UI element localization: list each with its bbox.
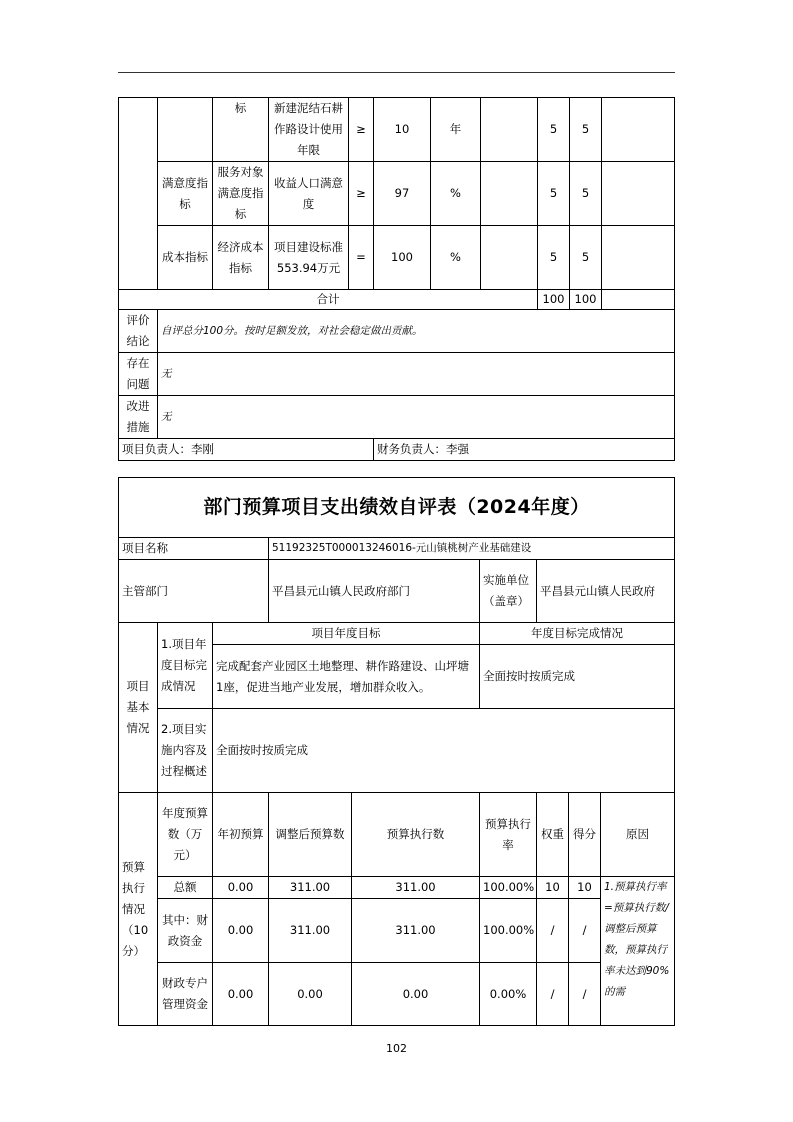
cell: 5 xyxy=(570,162,602,226)
title-row xyxy=(119,478,675,538)
row-name: 财政专户管理资金 xyxy=(158,963,213,1026)
executed: 311.00 xyxy=(352,899,480,963)
cell: 97 xyxy=(374,162,431,226)
table-row xyxy=(119,162,675,226)
cell: 新建泥结石耕作路设计使用年限 xyxy=(269,98,349,162)
header-cell: 调整后预算数 xyxy=(269,793,352,877)
header-cell: 预算执行数 xyxy=(352,793,480,877)
problems-row xyxy=(119,353,675,396)
initial: 0.00 xyxy=(213,899,269,963)
header-cell: 年度预算数（万元） xyxy=(158,793,213,877)
score: / xyxy=(569,899,601,963)
adjusted: 311.00 xyxy=(269,899,352,963)
signature-row xyxy=(119,439,675,461)
budget-label: 预算执行情况（10分） xyxy=(119,793,158,1026)
improvements-text: 无 xyxy=(158,396,675,439)
cell xyxy=(602,98,675,162)
cell xyxy=(481,98,538,162)
initial: 0.00 xyxy=(213,877,269,899)
cell: 5 xyxy=(570,98,602,162)
header-cell: 预算执行率 xyxy=(480,793,537,877)
header-cell: 得分 xyxy=(569,793,601,877)
problems-text: 无 xyxy=(158,353,675,396)
cell: 100 xyxy=(374,226,431,290)
cell: 10 xyxy=(374,98,431,162)
impl-content-row xyxy=(119,709,675,793)
weight: / xyxy=(537,899,569,963)
cell: = xyxy=(349,226,374,290)
problems-label: 存在问题 xyxy=(119,353,158,396)
impl-label: 实施单位（盖章） xyxy=(480,560,537,623)
goal-label: 1.项目年度目标完成情况 xyxy=(158,623,213,709)
budget-header-row xyxy=(119,793,675,877)
improvements-label: 改进措施 xyxy=(119,396,158,439)
header-cell: 年初预算 xyxy=(213,793,269,877)
indicator-table-continued xyxy=(118,97,675,461)
rate: 100.00% xyxy=(480,899,537,963)
initial: 0.00 xyxy=(213,963,269,1026)
score: 10 xyxy=(569,877,601,899)
header-cell: 原因 xyxy=(601,793,675,877)
project-name-label: 项目名称 xyxy=(119,538,269,560)
cell: % xyxy=(431,162,481,226)
self-evaluation-table xyxy=(118,477,675,1026)
weight: / xyxy=(537,963,569,1026)
conclusion-label: 评价结论 xyxy=(119,310,158,353)
goal-header-row xyxy=(119,623,675,645)
finance-leader: 财务负责人：李强 xyxy=(374,439,675,461)
header-cell: 权重 xyxy=(537,793,569,877)
score: / xyxy=(569,963,601,1026)
impl-value: 平昌县元山镇人民政府 xyxy=(537,560,675,623)
budget-row xyxy=(119,877,675,899)
basic-label: 项目基本情况 xyxy=(119,623,158,793)
cell: 5 xyxy=(538,162,570,226)
cell: 服务对象满意度指标 xyxy=(213,162,269,226)
header-rule xyxy=(118,72,675,73)
cell: 标 xyxy=(213,98,269,162)
page-number: 102 xyxy=(386,1042,407,1055)
cell: 经济成本指标 xyxy=(213,226,269,290)
rate: 100.00% xyxy=(480,877,537,899)
cell xyxy=(602,226,675,290)
table-row xyxy=(119,226,675,290)
budget-row xyxy=(119,899,675,963)
total-score: 100 xyxy=(570,290,602,310)
improvements-row xyxy=(119,396,675,439)
cell: % xyxy=(431,226,481,290)
cell xyxy=(602,162,675,226)
dept-row xyxy=(119,560,675,623)
weight: 10 xyxy=(537,877,569,899)
cell xyxy=(481,162,538,226)
impl-content-label: 2.项目实施内容及过程概述 xyxy=(158,709,213,793)
executed: 311.00 xyxy=(352,877,480,899)
cell xyxy=(481,226,538,290)
cell: ≥ xyxy=(349,98,374,162)
form-title: 部门预算项目支出绩效自评表（2024年度） xyxy=(119,478,675,538)
completion-text: 全面按时按质完成 xyxy=(480,645,675,709)
project-leader: 项目负责人：李刚 xyxy=(119,439,374,461)
total-weight: 100 xyxy=(538,290,570,310)
goal-text: 完成配套产业园区土地整理、耕作路建设、山坪塘1座，促进当地产业发展，增加群众收入。 xyxy=(213,645,480,709)
conclusion-text: 自评总分100分。按时足额发放，对社会稳定做出贡献。 xyxy=(158,310,675,353)
reason-text: 1.预算执行率=预算执行数/调整后预算数，预算执行率未达到90%的需 xyxy=(601,877,675,1026)
cell: ≥ xyxy=(349,162,374,226)
cell xyxy=(158,98,213,162)
cell: 项目建设标准553.94万元 xyxy=(269,226,349,290)
total-row xyxy=(119,290,675,310)
budget-row xyxy=(119,963,675,1026)
dept-value: 平昌县元山镇人民政府部门 xyxy=(269,560,480,623)
adjusted: 0.00 xyxy=(269,963,352,1026)
completion-header: 年度目标完成情况 xyxy=(480,623,675,645)
goal-header: 项目年度目标 xyxy=(213,623,480,645)
table-row xyxy=(119,98,675,162)
row-name: 总额 xyxy=(158,877,213,899)
merged-cell xyxy=(119,98,158,290)
conclusion-row xyxy=(119,310,675,353)
rate: 0.00% xyxy=(480,963,537,1026)
cell: 5 xyxy=(570,226,602,290)
cell: 5 xyxy=(538,226,570,290)
cell: 收益人口满意度 xyxy=(269,162,349,226)
cell xyxy=(602,290,675,310)
cell: 满意度指标 xyxy=(158,162,213,226)
adjusted: 311.00 xyxy=(269,877,352,899)
executed: 0.00 xyxy=(352,963,480,1026)
impl-content-text: 全面按时按质完成 xyxy=(213,709,675,793)
cell: 5 xyxy=(538,98,570,162)
row-name: 其中：财政资金 xyxy=(158,899,213,963)
cell: 年 xyxy=(431,98,481,162)
dept-label: 主管部门 xyxy=(119,560,269,623)
total-label: 合计 xyxy=(119,290,538,310)
cell: 成本指标 xyxy=(158,226,213,290)
project-name-row xyxy=(119,538,675,560)
project-name: 51192325T000013246016-元山镇桃树产业基础建设 xyxy=(269,538,675,560)
